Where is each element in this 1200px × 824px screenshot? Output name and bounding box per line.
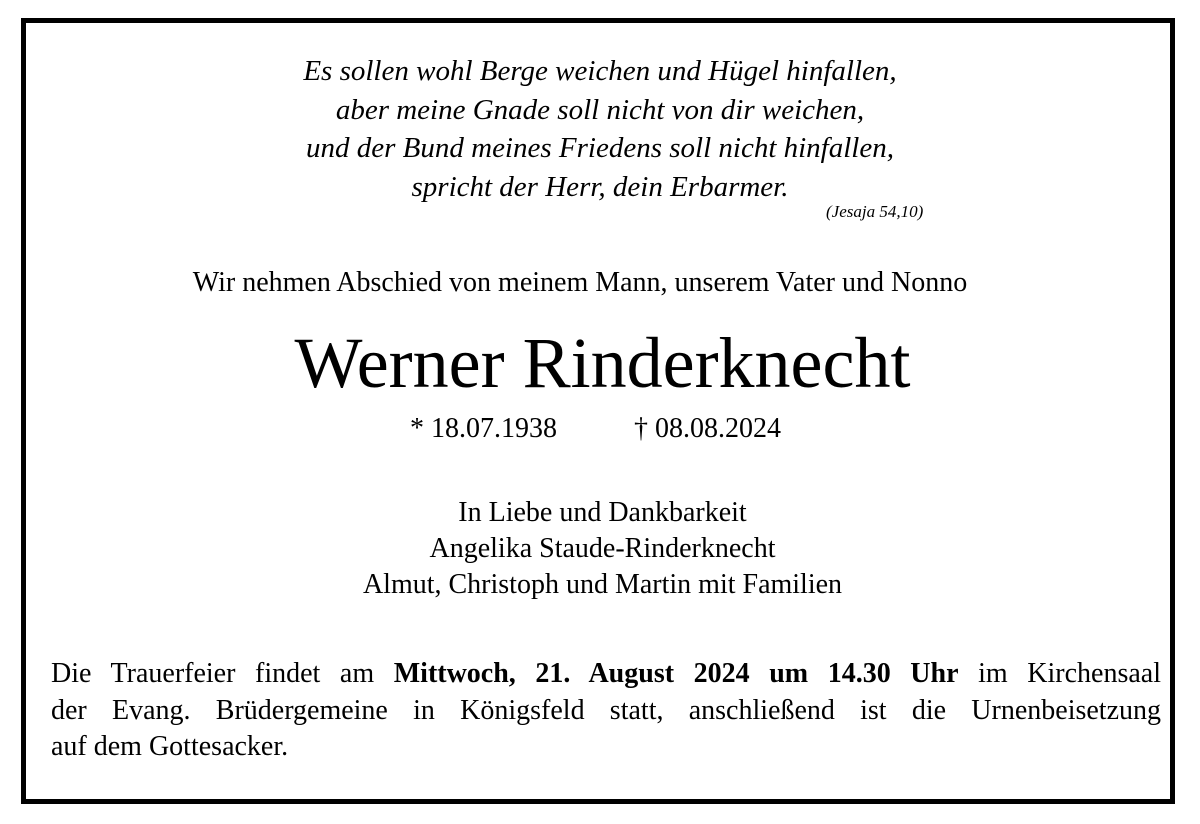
farewell-intro: Wir nehmen Abschied von meinem Mann, unserem Vater und Nonno <box>192 267 968 298</box>
verse-reference: (Jesaja 54,10) <box>826 202 924 221</box>
notice-suffix: im Kirchensaal <box>958 658 1161 689</box>
notice-line-2: der Evang. Brüdergemeine in Königsfeld statt, anschließend ist die Urnenbeisetzung <box>51 694 1161 726</box>
notice-date-time: Mittwoch, 21. August 2024 um 14.30 Uhr <box>393 658 959 689</box>
mourner-line-1: In Liebe und Dankbarkeit <box>458 497 747 528</box>
notice-prefix: Die Trauerfeier findet am <box>51 658 394 689</box>
funeral-notice <box>51 656 1161 766</box>
bible-verse <box>0 52 1200 206</box>
verse-line-4: spricht der Herr, dein Erbarmer. <box>411 170 789 203</box>
verse-line-1: Es sollen wohl Berge weichen und Hügel hinfallen, <box>303 55 897 87</box>
deceased-name: Werner Rinderknecht <box>294 323 911 403</box>
verse-line-3: und der Bund meines Friedens soll nicht hinfallen, <box>306 132 894 164</box>
birth-date: * 18.07.1938 <box>410 413 557 444</box>
death-date: † 08.08.2024 <box>634 413 781 444</box>
mourner-line-3: Almut, Christoph und Martin mit Familien <box>362 569 843 600</box>
mourner-line-2: Angelika Staude-Rinderknecht <box>429 533 776 564</box>
verse-line-2: aber meine Gnade soll nicht von dir weichen, <box>335 93 865 126</box>
notice-line-3: auf dem Gottesacker. <box>51 731 289 762</box>
notice-line-1 <box>51 656 1161 693</box>
mourners-block <box>0 495 1200 603</box>
